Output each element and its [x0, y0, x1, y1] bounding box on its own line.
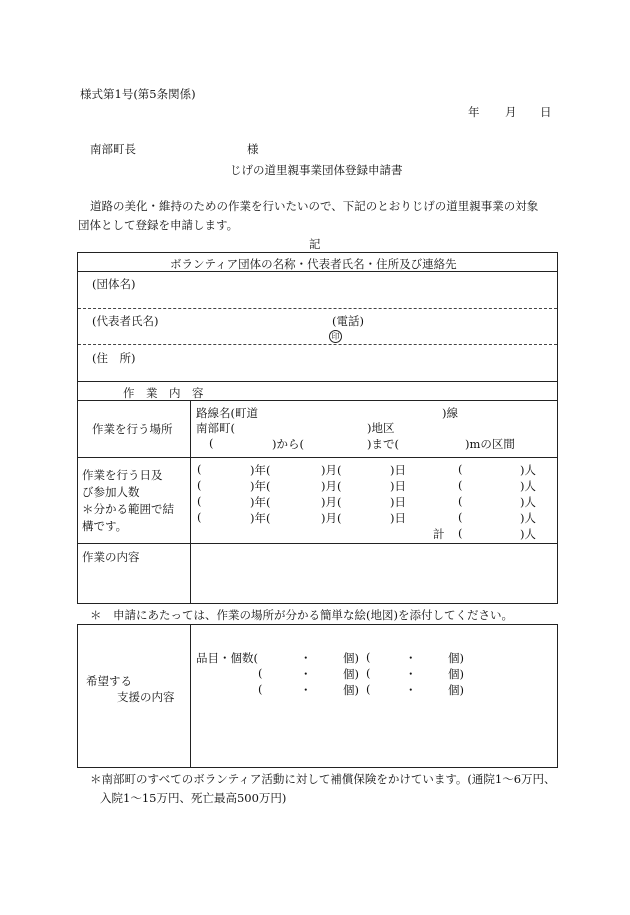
seal-mark-icon: 印 [329, 330, 342, 343]
work-content-label: 作業の内容 [82, 550, 140, 564]
total-open: ( [458, 526, 463, 540]
address-label: (住 所) [92, 351, 136, 365]
application-form-page: 様式第1号(第5条関係) 年 月 日 南部町長 様 じげの道里親事業団体登録申請書 道路の美化・維持のための作業を行いたいので、下記のとおりじげの道里親事業の対象 団体として登録を申請します。 記 ボランティア団体の名称・代表者氏名・住所及び連絡先 (団体名) (代表者氏名) (電話) 印 (住 所) 作 業 内 容 作業を行う場所 路線名(町道 )線 南部町( )地区 ( )から( )まで( )mの区間 作業を行う日及 び参加人数 ＊分かる範囲で結 構です。 ( )年( )月( )日 ( )人 ( )年( )月( )日 ( )人 ( )年( )月( )日 ( )人 ( )年( )月( )日 ( )人 計 ( )人 作業の内容 ＊ 申請にあたっては、作業の場所が分かる簡単な絵(地図)を添付してください。 希望する 支援の内容 品目・個数( ・ 個) ( ・ 個) ( ・ 個) ( ・ 個) ( ・ 個) ( ・ 個) ＊南部町のすべてのボランティア活動に対して補償保険をかけています。(通院1～6万円、 入院1～15万円、死亡最高500万円) [0, 0, 630, 915]
date-label-line-2: び参加人数 [82, 485, 140, 499]
range-to: )まで( [367, 437, 399, 451]
intro-line-2: 団体として登録を申請します。 [78, 218, 239, 232]
town-suffix: )地区 [367, 421, 395, 435]
range-open: ( [209, 436, 214, 450]
org-name-label: (団体名) [92, 277, 136, 291]
recipient: 南部町長 [90, 142, 136, 156]
range-from: )から( [272, 437, 304, 451]
date-year-label: 年 [468, 105, 480, 119]
insurance-note-line-1: ＊南部町のすべてのボランティア活動に対して補償保険をかけています。(通院1～6万円、 [90, 772, 556, 786]
recipient-honorific: 様 [247, 142, 259, 156]
route-name-line: 路線名(町道 )線 [196, 406, 458, 420]
form-number: 様式第1号(第5条関係) [80, 87, 196, 101]
date-label-line-3: ＊分かる範囲で結 [82, 502, 174, 516]
town-prefix: 南部町( [196, 421, 235, 435]
work-place-label: 作業を行う場所 [92, 422, 173, 436]
support-label-line-1: 希望する [86, 674, 132, 688]
total-label: 計 [433, 527, 445, 541]
date-day-label: 日 [540, 105, 552, 119]
representative-label: (代表者氏名) [92, 314, 159, 328]
ki-heading: 記 [309, 237, 321, 251]
document-title: じげの道里親事業団体登録申請書 [230, 163, 403, 177]
date-label-line-1: 作業を行う日及 [82, 468, 163, 482]
support-label-line-2: 支援の内容 [117, 690, 175, 704]
phone-label: (電話) [332, 314, 364, 328]
intro-line-1: 道路の美化・維持のための作業を行いたいので、下記のとおりじげの道里親事業の対象 [90, 199, 539, 213]
total-people: )人 [520, 527, 536, 541]
date-month-label: 月 [505, 105, 517, 119]
date-label-line-4: 構です。 [82, 519, 128, 533]
org-section-heading: ボランティア団体の名称・代表者氏名・住所及び連絡先 [170, 257, 457, 271]
range-end: )mの区間 [465, 437, 515, 451]
work-section-heading: 作 業 内 容 [123, 386, 204, 400]
map-attachment-note: ＊ 申請にあたっては、作業の場所が分かる簡単な絵(地図)を添付してください。 [90, 608, 513, 622]
insurance-note-line-2: 入院1～15万円、死亡最高500万円) [100, 791, 287, 805]
